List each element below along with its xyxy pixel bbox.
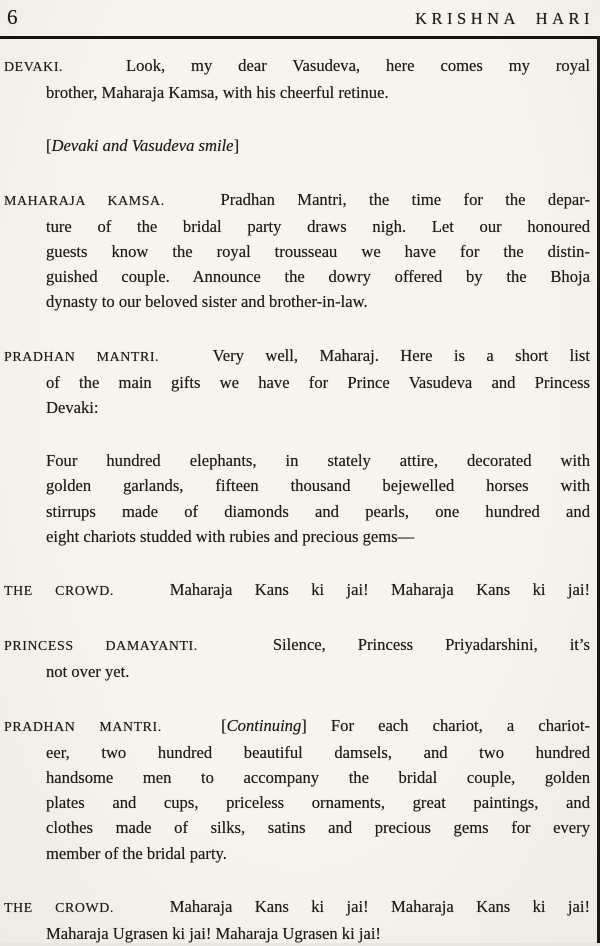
speech-line: guished couple. Announce the dowry offered by the Bhoja [46,267,590,287]
speech-block [4,577,590,604]
speech-line: eight chariots studded with rubies and precious gems— [46,526,415,546]
speech-line: eer, two hundred beautiful damsels, and two hundred [46,742,590,762]
speech-line: of the main gifts we have for Prince Vasudeva and Princess [46,372,590,392]
speech-line: handsome men to accompany the bridal couple, golden [46,768,590,788]
speech-block [4,632,590,684]
speaker-name: MAHARAJA KAMSA. [4,193,165,209]
speech-line: brother, Maharaja Kamsa, with his cheerful retinue. [46,83,389,103]
speech-line: Four hundred elephants, in stately attire, decorated with [46,451,590,471]
speech-block [4,894,590,946]
speech-line: DEVAKI. Look, my dear Vasudeva, here comes my royal [4,56,590,75]
speaker-name: THE CROWD. [4,900,114,916]
speech-line: guests know the royal trousseau we have for the distin- [46,242,590,262]
speech-block [4,343,590,421]
speech-line: MAHARAJA KAMSA. Pradhan Mantri, the time for the depar- [4,189,590,209]
speech-line: ture of the bridal party draws nigh. Let our honoured [46,216,590,236]
speech-line: PRADHAN MANTRI. [Continuing] For each chariot, a chariot- [4,715,590,735]
speech-line: stirrups made of diamonds and pearls, one hundred and [46,501,590,521]
speaker-name: DEVAKI. [4,60,64,75]
speech-line: PRINCESS DAMAYANTI. Silence, Princess Priyadarshini, it’s [4,635,590,655]
speech-line: dynasty to our beloved sister and brother-in-law. [46,292,368,312]
speech-line: clothes made of silks, satins and precious gems for every [46,818,590,838]
stage-line: [Devaki and Vasudeva smile] [46,136,240,156]
speaker-name: PRINCESS DAMAYANTI. [4,639,198,655]
speech-block [4,187,590,315]
running-title: KRISHNA HARI [415,9,594,28]
speech-line: PRADHAN MANTRI. Very well, Maharaj. Here is a short list [4,345,590,365]
speech-block [4,53,590,105]
speech-line: Maharaja Ugrasen ki jai! Maharaja Ugrasen ki jai! [46,924,381,944]
page-header [0,0,600,32]
speaker-name: PRADHAN MANTRI. [4,349,160,365]
page-number: 6 [7,5,18,29]
speech-line: Devaki: [46,398,99,418]
gift-list-paragraph [4,448,590,549]
stage-direction [4,133,590,158]
speech-line: not over yet. [46,662,130,682]
stage-direction-text: Continuing [226,715,302,735]
speech-line: plates and cups, priceless ornaments, great paintings, and [46,793,590,813]
speech-block [4,713,590,866]
speaker-name: THE CROWD. [4,584,114,600]
speech-line: member of the bridal party. [46,843,227,863]
speaker-name: PRADHAN MANTRI. [4,719,162,735]
speech-line: THE CROWD. Maharaja Kans ki jai! Maharaja Kans ki jai! [4,896,591,916]
stage-direction-text: Devaki and Vasudeva smile [51,136,234,156]
speech-line: THE CROWD. Maharaja Kans ki jai! Maharaja Kans ki jai! [4,580,591,600]
page-body [0,39,600,946]
speech-line: golden garlands, fifteen thousand bejewelled horses with [46,476,590,496]
